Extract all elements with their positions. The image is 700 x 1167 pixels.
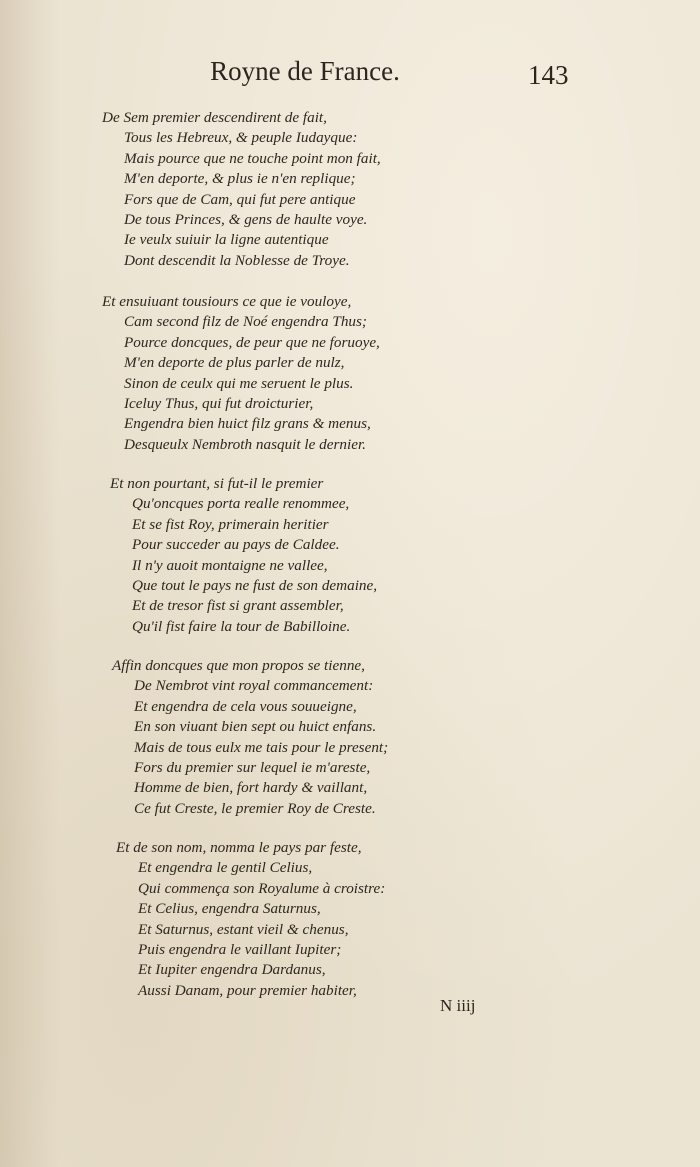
verse-line: Et engendra de cela vous souueigne, bbox=[134, 697, 357, 715]
verse-line: Pour succeder au pays de Caldee. bbox=[132, 536, 340, 554]
verse-line: Desqueulx Nembroth nasquit le dernier. bbox=[124, 435, 366, 453]
stanza-5 bbox=[116, 838, 456, 1001]
verse-line: Ce fut Creste, le premier Roy de Creste. bbox=[134, 799, 376, 817]
stanza-4 bbox=[112, 656, 452, 819]
verse-line: Sinon de ceulx qui me seruent le plus. bbox=[124, 374, 354, 392]
verse-line: Et se fist Roy, primerain heritier bbox=[132, 515, 329, 533]
verse-line: Affin doncques que mon propos se tienne, bbox=[112, 657, 365, 674]
stanza-3 bbox=[110, 474, 450, 637]
running-title: Royne de France. bbox=[210, 56, 400, 86]
verse-line: Puis engendra le vaillant Iupiter; bbox=[138, 941, 342, 959]
verse-line: Cam second filz de Noé engendra Thus; bbox=[124, 313, 367, 331]
page-number: 143 bbox=[528, 60, 569, 90]
verse-line: Fors que de Cam, qui fut pere antique bbox=[124, 190, 356, 208]
verse-line: Aussi Danam, pour premier habiter, bbox=[138, 981, 357, 999]
stanza-1 bbox=[102, 108, 442, 271]
verse-line: M'en deporte, & plus ie n'en replique; bbox=[124, 170, 356, 188]
verse-line: Dont descendit la Noblesse de Troye. bbox=[124, 251, 350, 269]
verse-line: Et Saturnus, estant vieil & chenus, bbox=[138, 920, 349, 938]
verse-line: Et engendra le gentil Celius, bbox=[138, 859, 313, 877]
verse-line: Il n'y auoit montaigne ne vallee, bbox=[132, 556, 328, 574]
verse-line: De Sem premier descendirent de fait, bbox=[102, 109, 327, 126]
verse-line: Pource doncques, de peur que ne foruoye, bbox=[124, 333, 380, 351]
verse-line: De Nembrot vint royal commancement: bbox=[134, 677, 374, 695]
verse-line: Et de tresor fist si grant assembler, bbox=[132, 597, 344, 615]
verse-line: M'en deporte de plus parler de nulz, bbox=[124, 354, 345, 372]
verse-line: Engendra bien huict filz grans & menus, bbox=[124, 415, 371, 433]
verse-line: Et non pourtant, si fut-il le premier bbox=[110, 475, 324, 492]
verse-line: Fors du premier sur lequel ie m'areste, bbox=[134, 759, 371, 777]
verse-line: De tous Princes, & gens de haulte voye. bbox=[124, 211, 368, 229]
verse-line: Mais pource que ne touche point mon fait, bbox=[124, 149, 381, 167]
verse-line: Qu'il fist faire la tour de Babilloine. bbox=[132, 617, 351, 635]
signature-mark: N iiij bbox=[440, 996, 476, 1015]
verse-line: Que tout le pays ne fust de son demaine, bbox=[132, 577, 378, 595]
verse-line: Et Celius, engendra Saturnus, bbox=[138, 900, 321, 918]
verse-line: Qui commença son Royalume à croistre: bbox=[138, 879, 386, 897]
verse-line: Iceluy Thus, qui fut droicturier, bbox=[124, 395, 314, 413]
verse-line: Ie veulx suiuir la ligne autentique bbox=[124, 231, 329, 249]
verse-line: Et de son nom, nomma le pays par feste, bbox=[116, 839, 362, 856]
verse-line: Et ensuiuant tousiours ce que ie vouloye, bbox=[102, 293, 352, 310]
stanza-2 bbox=[102, 292, 442, 455]
verse-line: Qu'oncques porta realle renommee, bbox=[132, 495, 350, 513]
verse-line: Tous les Hebreux, & peuple Iudayque: bbox=[124, 129, 358, 147]
verse-line: En son viuant bien sept ou huict enfans. bbox=[134, 718, 377, 736]
verse-line: Homme de bien, fort hardy & vaillant, bbox=[134, 779, 368, 797]
verse-line: Mais de tous eulx me tais pour le present; bbox=[134, 738, 389, 756]
verse-line: Et Iupiter engendra Dardanus, bbox=[138, 961, 326, 979]
